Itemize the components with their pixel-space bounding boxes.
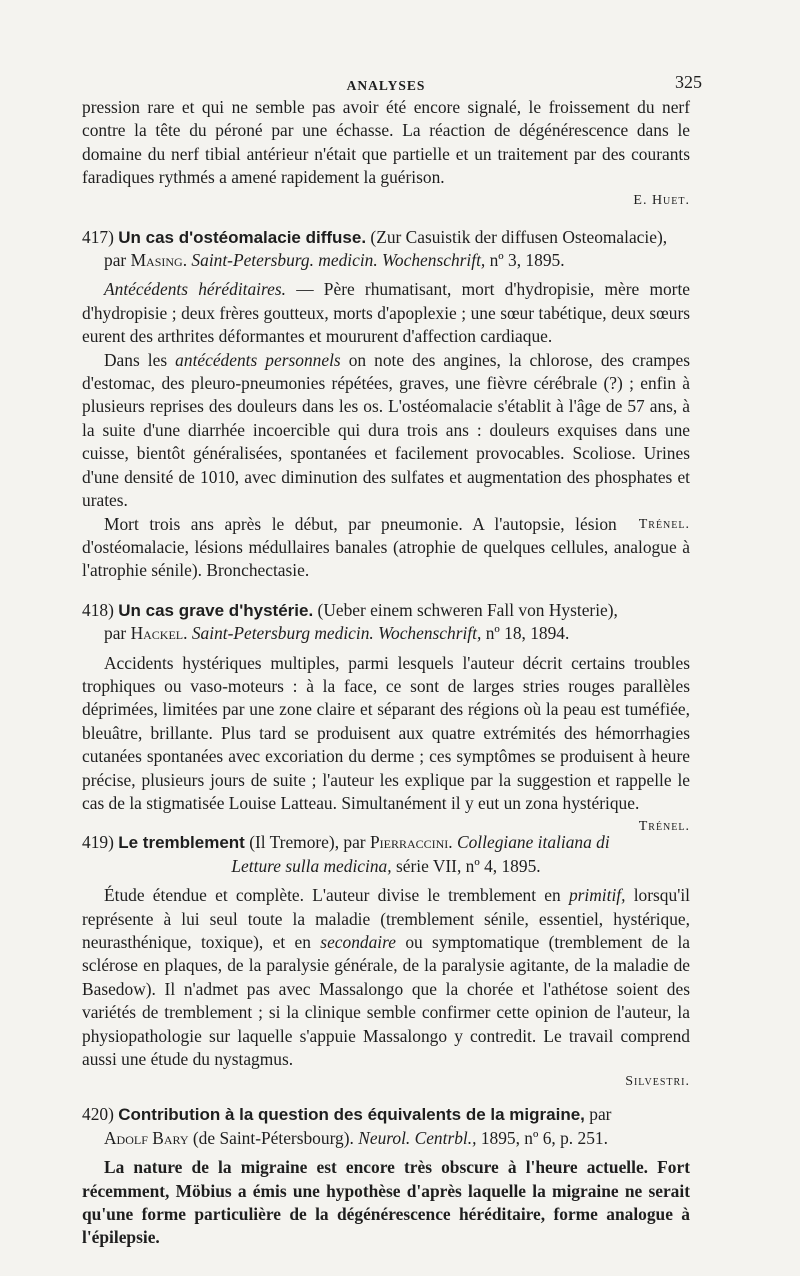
journal: Saint-Petersburg. medicin. Wochenschrift, (191, 250, 486, 271)
reference: 1895, nº 6, p. 251. (480, 1127, 608, 1148)
author: Pierraccini. (369, 832, 453, 853)
entry-byline (82, 249, 690, 272)
emphasis: secondaire (320, 932, 396, 952)
author: Adolf Bary (104, 1127, 189, 1148)
emphasis: primitif, (568, 885, 626, 906)
entry-420 (82, 1103, 690, 1249)
entry-418 (82, 599, 690, 835)
paragraph (82, 513, 690, 583)
page-number: 325 (675, 72, 702, 92)
continuation-paragraph: pression rare et qui ne semble pas avoir été encore signalé, le froissement du nerf contre la tête du péroné par une échasse. La réaction de dégénérescence dans le domaine du nerf tibial antérieur n'était que partielle et un traitement par des courants faradiques rythmés a amené rapidement la guérison. (82, 97, 690, 188)
paragraph-text: Accidents hystériques multiples, parmi lesquels l'auteur décrit certains troubles trophiques ou vaso-moteurs : à la face, ce sont de larges stries rouges parallèles déprimées, limitées par une zone claire et séparant des régions où la peau est tuméfiée, bleuâtre, brillante. Plus tard se produisent aux quatre extrémités des hémorrhagies cutanées spontanées avec excoriation du derme ; ces symptômes se produisent à heure précise, plusieurs jours de suite ; l'auteur les explique par la suggestion et rappelle le cas de la stigmatisée Louise Latteau. Simultanément il y eut un zona hystérique. (82, 652, 690, 813)
continuation-section (82, 96, 690, 212)
entry-title: Contribution à la question des équivalents de la migraine, (118, 1105, 585, 1125)
entry-title: Un cas d'ostéomalacie diffuse. (118, 227, 367, 247)
entry-body (82, 884, 690, 1093)
section-label: antécédents personnels (175, 349, 341, 370)
entry-417 (82, 226, 690, 583)
paragraph-text: Dans les (104, 349, 176, 370)
entry-body (82, 1156, 690, 1250)
entry-number: 420) (82, 1104, 114, 1125)
by-word: par (104, 250, 127, 271)
entry-number: 417) (82, 226, 114, 247)
author: Masing. (130, 250, 188, 271)
paragraph (82, 652, 690, 835)
entry-number: 419) (82, 832, 114, 853)
entry-heading (82, 226, 690, 273)
entry-body (82, 278, 690, 582)
entry-title: Le tremblement (118, 833, 245, 853)
running-title: ANALYSES (346, 78, 426, 93)
reference: nº 3, 1895. (489, 250, 565, 271)
entry-title: Un cas grave d'hystérie. (118, 600, 314, 620)
running-header (82, 70, 702, 94)
entry-number: 418) (82, 599, 114, 620)
entry-body (82, 652, 690, 835)
entry-419 (82, 831, 690, 1093)
entry-byline (82, 622, 690, 645)
paragraph-text: — Père rhumatisant, mort d'hydropisie, mère morte d'hydropisie ; deux frères goutteux, morts d'apoplexie ; une sœur tabétique, deux sœurs eurent des arthrites déformantes et moururent d'affection cardiaque. (82, 279, 691, 347)
reference: série VII, nº 4, 1895. (395, 855, 541, 876)
paragraph-text: ou symptomatique (tremblement de la sclérose en plaques, de la paralysie générale, de la paralysie agitante, de la maladie de Basedow). Il n'admet pas avec Massalongo que la chorée et l'athétose soient des variétés de tremblement ; si la clinique semble confirmer cette opinion de l'auteur, la physiopathologie sur laquelle s'appuie Massalongo y contredit. Le travail comprend aussi une étude du nystagmus. (82, 932, 690, 1070)
original-title: (Ueber einem schweren Fall von Hysterie), (317, 599, 618, 620)
entry-heading (82, 599, 690, 646)
author: Hackel. (130, 623, 188, 644)
entry-byline (82, 855, 690, 878)
journal: Saint-Petersburg medicin. Wochenschrift, (191, 623, 482, 644)
by-word: par (104, 623, 127, 644)
paragraph: La nature de la migraine est encore très obscure à l'heure actuelle. Fort récemment, Möbius a émis une hypothèse d'après laquelle la migraine ne serait qu'une forme particulière de la dégénérescence héréditaire, forme analogue à l'épilepsie. (82, 1157, 690, 1248)
paragraph-text: Mort trois ans après le début, par pneumonie. A l'autopsie, lésion d'ostéomalacie, lésions médullaires banales (atrophie de quelques cellules, analogue à l'atrophie sénile). Bronchectasie. (82, 513, 690, 581)
author-note: (de Saint-Pétersbourg). (192, 1127, 354, 1148)
journal: Neurol. Centrbl., (358, 1127, 477, 1148)
signature-huet: E. Huet. (633, 192, 690, 208)
paragraph-text: lorsqu'il représente à lui seul toute la maladie (tremblement sénile, essentiel, hystérique, neurasthénique, toxique), et en (82, 885, 690, 952)
paragraph (82, 884, 690, 1071)
entry-heading (82, 831, 690, 878)
original-title: (Zur Casuistik der diffusen Osteomalacie), (370, 226, 668, 247)
paragraph (82, 278, 690, 348)
journal: Collegiane italiana di (457, 832, 610, 853)
signature-trenel: Trénel. (638, 819, 690, 835)
reference: nº 18, 1894. (485, 623, 570, 644)
entry-heading (82, 1103, 690, 1150)
entry-byline (82, 1127, 690, 1150)
original-title: (Il Tremore), par (249, 832, 366, 853)
paragraph-text: Étude étendue et complète. L'auteur divise le tremblement en (104, 885, 569, 906)
signature-silvestri: Silvestri. (625, 1074, 690, 1090)
signature-trenel: Trénel. (638, 516, 690, 532)
journal-continued: Letture sulla medicina, (231, 855, 392, 876)
paragraph (82, 349, 690, 513)
section-label: Antécédents héréditaires. (104, 279, 286, 300)
paragraph-text: on note des angines, la chlorose, des crampes d'estomac, des pleuro-pneumonies répétées, graves, une fièvre cérébrale (?) ; enfin à plusieurs reprises des douleurs dans les os. L'ostéomalacie s'établit à l'âge de 57 ans, à la suite d'une diarrhée incoercible qui dura trois ans : douleurs exquises dans une cuisse, bientôt généralisées, spontanées et facilement provocables. Scoliose. Urines d'une densité de 1010, avec diminution des sulfates et augmentation des phosphates et urates. (82, 349, 690, 511)
by-word: par (589, 1104, 612, 1125)
